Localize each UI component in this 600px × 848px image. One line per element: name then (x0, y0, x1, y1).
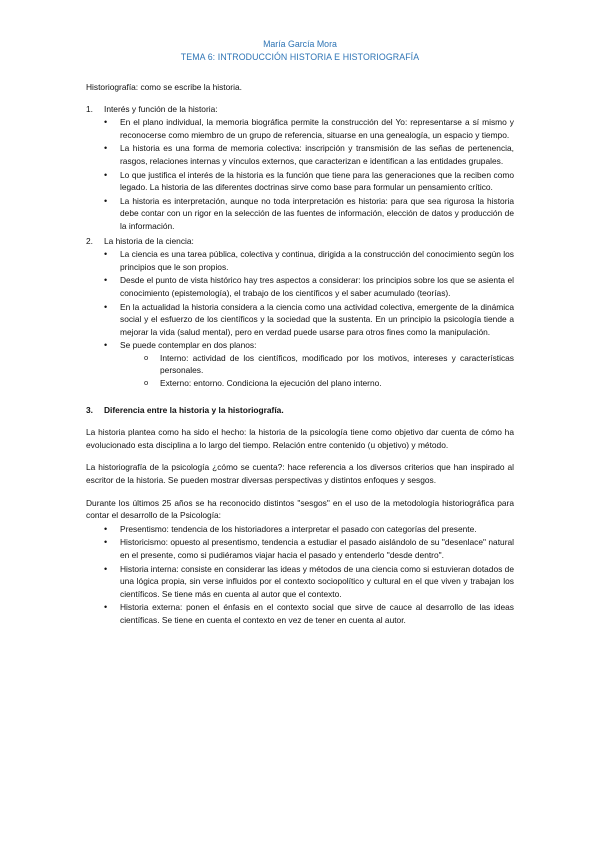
list-item: • Desde el punto de vista histórico hay tres aspectos a considerar: los principios sobre los que se asienta el conocimiento (epistemología), el trabajo de los científicos y el saber acumulado (teorías). (120, 274, 514, 299)
bullet-list (86, 248, 514, 390)
list-item: • La historia es una forma de memoria colectiva: inscripción y transmisión de las señas de pertenencia, rasgos, relaciones internas y vínculos externos, que caracterizan e identifican a las entidades grupales. (120, 142, 514, 167)
document-title: TEMA 6: INTRODUCCIÓN HISTORIA E HISTORIOGRAFÍA (180, 52, 420, 62)
bias-list (86, 523, 514, 627)
section-number: 3. (86, 404, 93, 415)
list-item: • Historia interna: consiste en considerar las ideas y métodos de una ciencia como si estuvieran dotados de una lógica propia, sin verse influidos por el contexto sociopolítico y cultural en el que viven y trabajan los científicos. Se tiene más en cuenta al autor que el contexto. (120, 563, 514, 601)
list-item (120, 339, 514, 389)
section-2-heading (86, 235, 514, 248)
subtitle: Historiografía: como se escribe la historia. (86, 82, 242, 92)
list-item: • Historia externa: ponen el énfasis en el contexto social que sirve de cauce al desarrollo de las ideas científicas. Se tiene en cuenta el contexto en vez de tener en cuenta al autor. (120, 601, 514, 626)
section-number: 1. (86, 103, 93, 114)
section-1-heading (86, 103, 514, 116)
paragraph: Durante los últimos 25 años se ha reconocido distintos "sesgos" en el uso de la metodología historiográfica para contar el desarrollo de la Psicología: (86, 497, 514, 521)
section-title: Diferencia entre la historia y la historiografía. (104, 404, 284, 415)
bullet-list (86, 116, 514, 232)
section-1 (86, 103, 514, 233)
section-title: Interés y función de la historia: (104, 103, 218, 114)
list-item: • Historicismo: opuesto al presentismo, tendencia a estudiar el pasado aislándolo de su "desenlace" natural en el presente, como si pudiéramos viajar hacia el pasado y entenderlo "desde dentro". (120, 536, 514, 561)
list-item: • Presentismo: tendencia de los historiadores a interpretar el pasado con categorías del presente. (120, 523, 514, 536)
section-3-heading (86, 404, 514, 417)
section-number: 2. (86, 235, 93, 246)
section-2 (86, 235, 514, 390)
list-item: • La ciencia es una tarea pública, colectiva y continua, dirigida a la construcción del conocimiento según los principios que le son propios. (120, 248, 514, 273)
document-header (86, 38, 514, 63)
author-name: María García Mora (263, 39, 337, 49)
list-item: • Lo que justifica el interés de la historia es la función que tiene para las generaciones que la reciben como legado. La historia de las diferentes doctrinas sirve como base para formular un pensamiento crítico. (120, 169, 514, 194)
sub-list (120, 352, 514, 390)
sub-list-item: o Interno: actividad de los científicos, modificado por los motivos, intereses y características personales. (160, 352, 514, 377)
list-item: • La historia es interpretación, aunque no toda interpretación es historia: para que sea rigurosa la historia debe contar con un rigor en la selección de las fuentes de información, elección de datos y producción de la información. (120, 195, 514, 233)
list-item-text: Se puede contemplar en dos planos: (120, 340, 257, 351)
paragraph: La historia plantea como ha sido el hecho: la historia de la psicología tiene como objetivo dar cuenta de cómo ha evolucionado esta disciplina a lo largo del tiempo. Relación entre contenido (u objetivo) y método. (86, 427, 514, 450)
list-item: • En la actualidad la historia considera a la ciencia como una actividad colectiva, emergente de la dinámica social y el esfuerzo de los científicos y la sociedad que la sustenta. En un principio la psicología tiende a mejorar la vida (salud mental), pero en verdad puede usarse para otros fines como la manipulación. (120, 301, 514, 339)
section-title: La historia de la ciencia: (104, 235, 194, 246)
sub-list-item: o Externo: entorno. Condiciona la ejecución del plano interno. (160, 377, 514, 390)
list-item: • En el plano individual, la memoria biográfica permite la construcción del Yo: representarse a sí mismo y reconocerse como miembro de un grupo de referencia, situarse en una genealogía, un espacio y tiempo. (120, 116, 514, 141)
paragraph: La historiografía de la psicología ¿cómo se cuenta?: hace referencia a los diversos criterios que han inspirado al escritor de la historia. Se pueden mostrar diversas perspectivas y distintos enfoques y sesgos. (86, 462, 514, 486)
